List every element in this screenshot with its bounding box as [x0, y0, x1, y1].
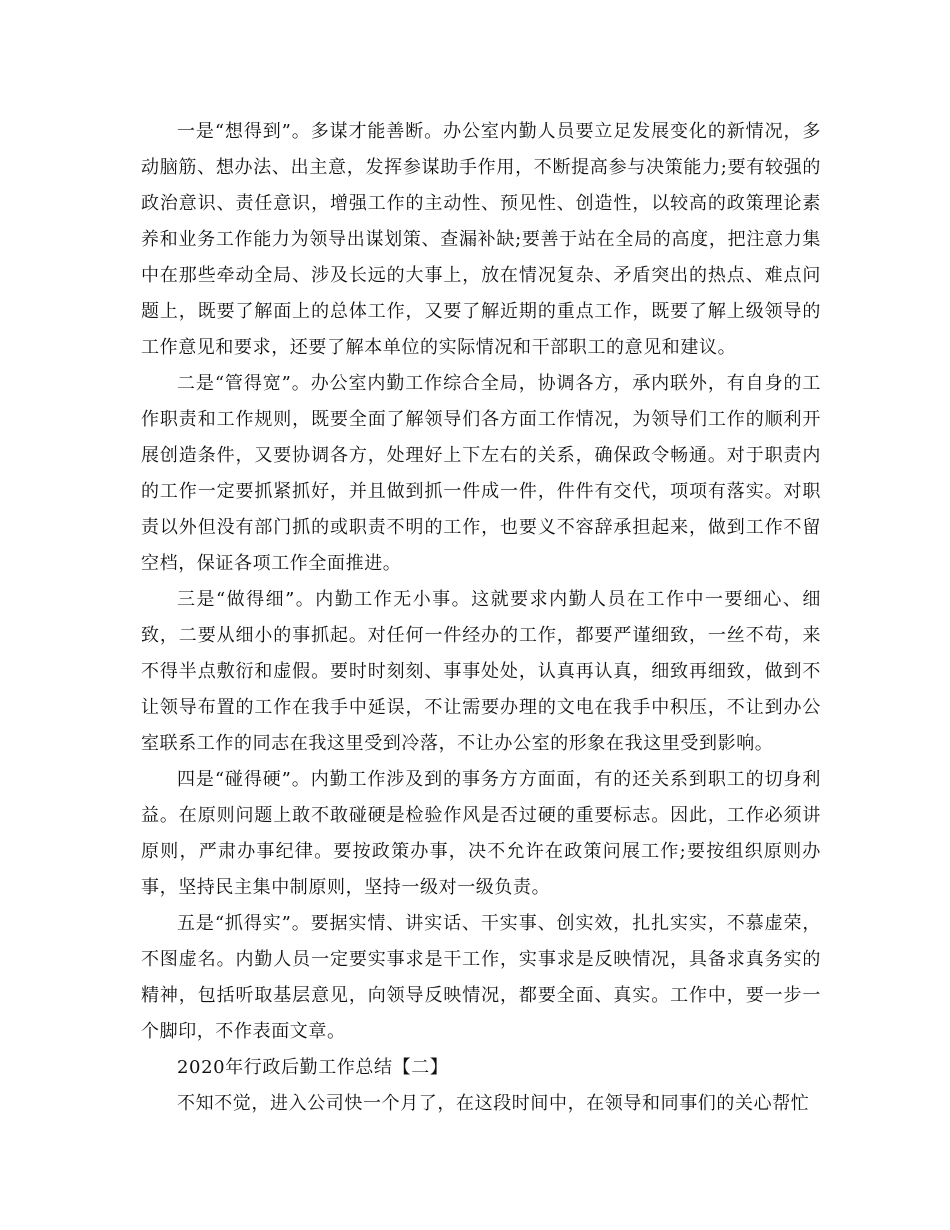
closing-paragraph: 不知不觉，进入公司快一个月了，在这段时间中，在领导和同事们的关心帮忙	[177, 1093, 810, 1114]
paragraph-2: 二是“管得宽”。办公室内勤工作综合全局，协调各方，承内联外，有自身的工作职责和工作规则，既要全面了解领导们各方面工作情况，为领导们工作的顺利开展创造条件，又要协调各方，处理好上下左右的关系，确保政令畅通。对于职责内的工作一定要抓紧抓好，并且做到抓一件成一件，件件有交代，项项有落实。对职责以外但没有部门抓的或职责不明的工作，也要义不容辞承担起来，做到工作不留空档，保证各项工作全面推进。	[141, 373, 821, 574]
paragraph-5: 五是“抓得实”。要据实情、讲实话、干实事、创实效，扎扎实实，不慕虚荣，不图虚名。内勤人员一定要实事求是干工作，实事求是反映情况，具备求真务实的精神，包括听取基层意见，向领导反映情况，都要全面、真实。工作中，要一步一个脚印，不作表面文章。	[141, 913, 821, 1042]
paragraph-1: 一是“想得到”。多谋才能善断。办公室内勤人员要立足发展变化的新情况，多动脑筋、想办法、出主意，发挥参谋助手作用，不断提高参与决策能力;要有较强的政治意识、责任意识，增强工作的主动性、预见性、创造性，以较高的政策理论素养和业务工作能力为领导出谋划策、查漏补缺;要善于站在全局的高度，把注意力集中在那些牵动全局、涉及长远的大事上，放在情况复杂、矛盾突出的热点、难点问题上，既要了解面上的总体工作，又要了解近期的重点工作，既要了解上级领导的工作意见和要求，还要了解本单位的实际情况和干部职工的意见和建议。	[141, 121, 821, 358]
paragraph-3: 三是“做得细”。内勤工作无小事。这就要求内勤人员在工作中一要细心、细致，二要从细小的事抓起。对任何一件经办的工作，都要严谨细致，一丝不苟，来不得半点敷衍和虚假。要时时刻刻、事事处处，认真再认真，细致再细致，做到不让领导布置的工作在我手中延误，不让需要办理的文电在我手中积压，不让到办公室联系工作的同志在我这里受到冷落，不让办公室的形象在我这里受到影响。	[141, 589, 821, 754]
document-body	[141, 114, 821, 1122]
paragraph-4: 四是“碰得硬”。内勤工作涉及到的事务方方面面，有的还关系到职工的切身利益。在原则问题上敢不敢碰硬是检验作风是否过硬的重要标志。因此，工作必须讲原则，严肃办事纪律。要按政策办事，决不允许在政策问展工作;要按组织原则办事，坚持民主集中制原则，坚持一级对一级负责。	[141, 769, 821, 898]
section-heading: 2020年行政后勤工作总结【二】	[177, 1057, 449, 1078]
